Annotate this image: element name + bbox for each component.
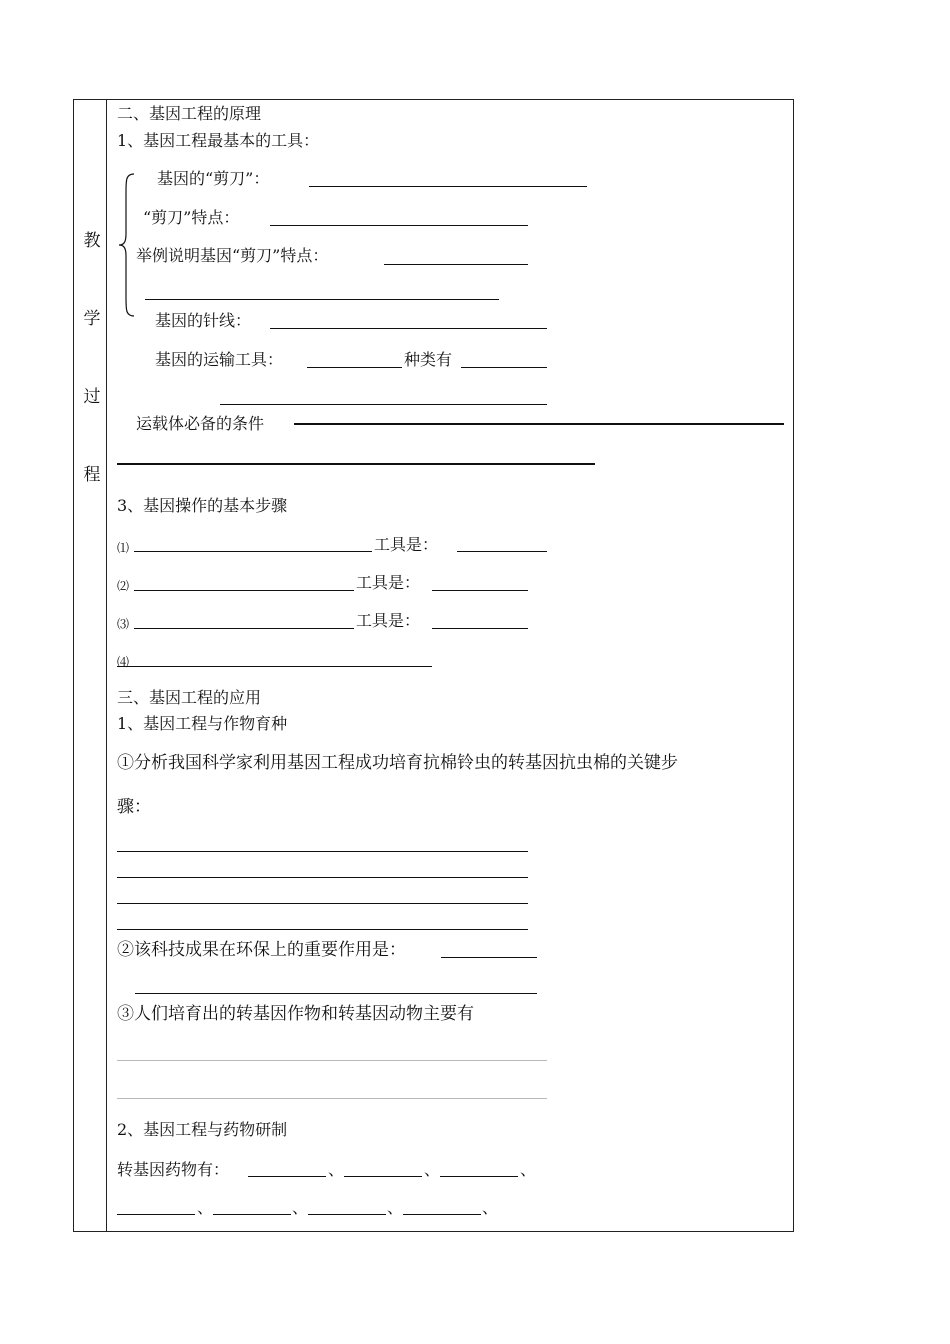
question-text: ③人们培育出的转基因作物和转基因动物主要有 — [117, 1004, 474, 1024]
separator: 、 — [424, 1160, 441, 1179]
step-number: ⑶ — [117, 617, 130, 631]
section-heading: 二、基因工程的原理 — [117, 104, 262, 123]
blank-line[interactable] — [135, 993, 537, 994]
separator: 、 — [292, 1198, 309, 1217]
blank-line[interactable] — [457, 551, 547, 552]
blank-line[interactable] — [461, 367, 547, 368]
side-label-char: 教 — [83, 231, 101, 251]
side-label-char: 学 — [83, 309, 101, 329]
blank-line[interactable] — [145, 299, 499, 300]
scissors-feature-label: “剪刀”特点： — [143, 208, 240, 227]
blank-line[interactable] — [308, 1214, 386, 1215]
column-divider — [106, 99, 107, 1232]
blank-line[interactable] — [117, 877, 528, 878]
curly-brace-icon — [118, 172, 138, 318]
blank-line[interactable] — [117, 929, 528, 930]
blank-line[interactable] — [344, 1176, 422, 1177]
vector-conditions-label: 运载体必备的条件 — [136, 414, 265, 433]
question-text: ②该科技成果在环保上的重要作用是： — [117, 940, 406, 960]
blank-line[interactable] — [248, 1176, 326, 1177]
blank-line[interactable] — [117, 851, 528, 852]
question-text: ①分析我国科学家利用基因工程成功培育抗棉铃虫的转基因抗虫棉的关键步 — [117, 753, 678, 773]
example-label: 举例说明基因“剪刀”特点： — [136, 246, 329, 265]
blank-line[interactable] — [432, 628, 528, 629]
blank-line[interactable] — [440, 1176, 518, 1177]
blank-line[interactable] — [270, 225, 528, 226]
subheading: 3、基因操作的基本步骤 — [117, 496, 288, 515]
step-number: ⑷ — [117, 655, 130, 669]
blank-line[interactable] — [213, 1214, 291, 1215]
blank-line[interactable] — [307, 367, 402, 368]
blank-line[interactable] — [220, 404, 547, 405]
separator: 、 — [197, 1198, 214, 1217]
blank-line[interactable] — [117, 1098, 547, 1099]
blank-line[interactable] — [441, 957, 537, 958]
subheading: 1、基因工程最基本的工具： — [117, 131, 320, 150]
blank-line[interactable] — [117, 666, 432, 667]
subheading: 1、基因工程与作物育种 — [117, 714, 288, 733]
blank-line[interactable] — [294, 423, 784, 425]
question-text: 骤： — [117, 797, 151, 817]
section-heading: 三、基因工程的应用 — [117, 688, 262, 707]
blank-line[interactable] — [134, 551, 372, 552]
blank-line[interactable] — [134, 628, 354, 629]
side-label-char: 程 — [83, 465, 101, 485]
separator: 、 — [482, 1198, 499, 1217]
separator: 、 — [387, 1198, 404, 1217]
blank-line[interactable] — [134, 590, 354, 591]
scissors-label: 基因的“剪刀”： — [157, 169, 270, 188]
blank-line[interactable] — [117, 1214, 195, 1215]
tool-label: 工具是： — [356, 573, 421, 592]
drugs-label: 转基因药物有： — [117, 1160, 230, 1179]
blank-line[interactable] — [117, 903, 528, 904]
blank-line[interactable] — [403, 1214, 481, 1215]
side-label-char: 过 — [83, 387, 101, 407]
subheading: 2、基因工程与药物研制 — [117, 1120, 288, 1139]
vector-label: 基因的运输工具： — [155, 350, 284, 369]
blank-line[interactable] — [384, 264, 528, 265]
separator: 、 — [520, 1160, 537, 1179]
step-number: ⑵ — [117, 579, 130, 593]
kinds-label: 种类有 — [404, 350, 453, 369]
step-number: ⑴ — [117, 541, 130, 555]
needle-label: 基因的针线： — [155, 311, 252, 330]
tool-label: 工具是： — [374, 535, 439, 554]
blank-line[interactable] — [270, 328, 547, 329]
separator: 、 — [328, 1160, 345, 1179]
tool-label: 工具是： — [356, 611, 421, 630]
blank-line[interactable] — [117, 1060, 547, 1061]
blank-line[interactable] — [117, 463, 595, 465]
blank-line[interactable] — [432, 590, 528, 591]
blank-line[interactable] — [309, 186, 587, 187]
